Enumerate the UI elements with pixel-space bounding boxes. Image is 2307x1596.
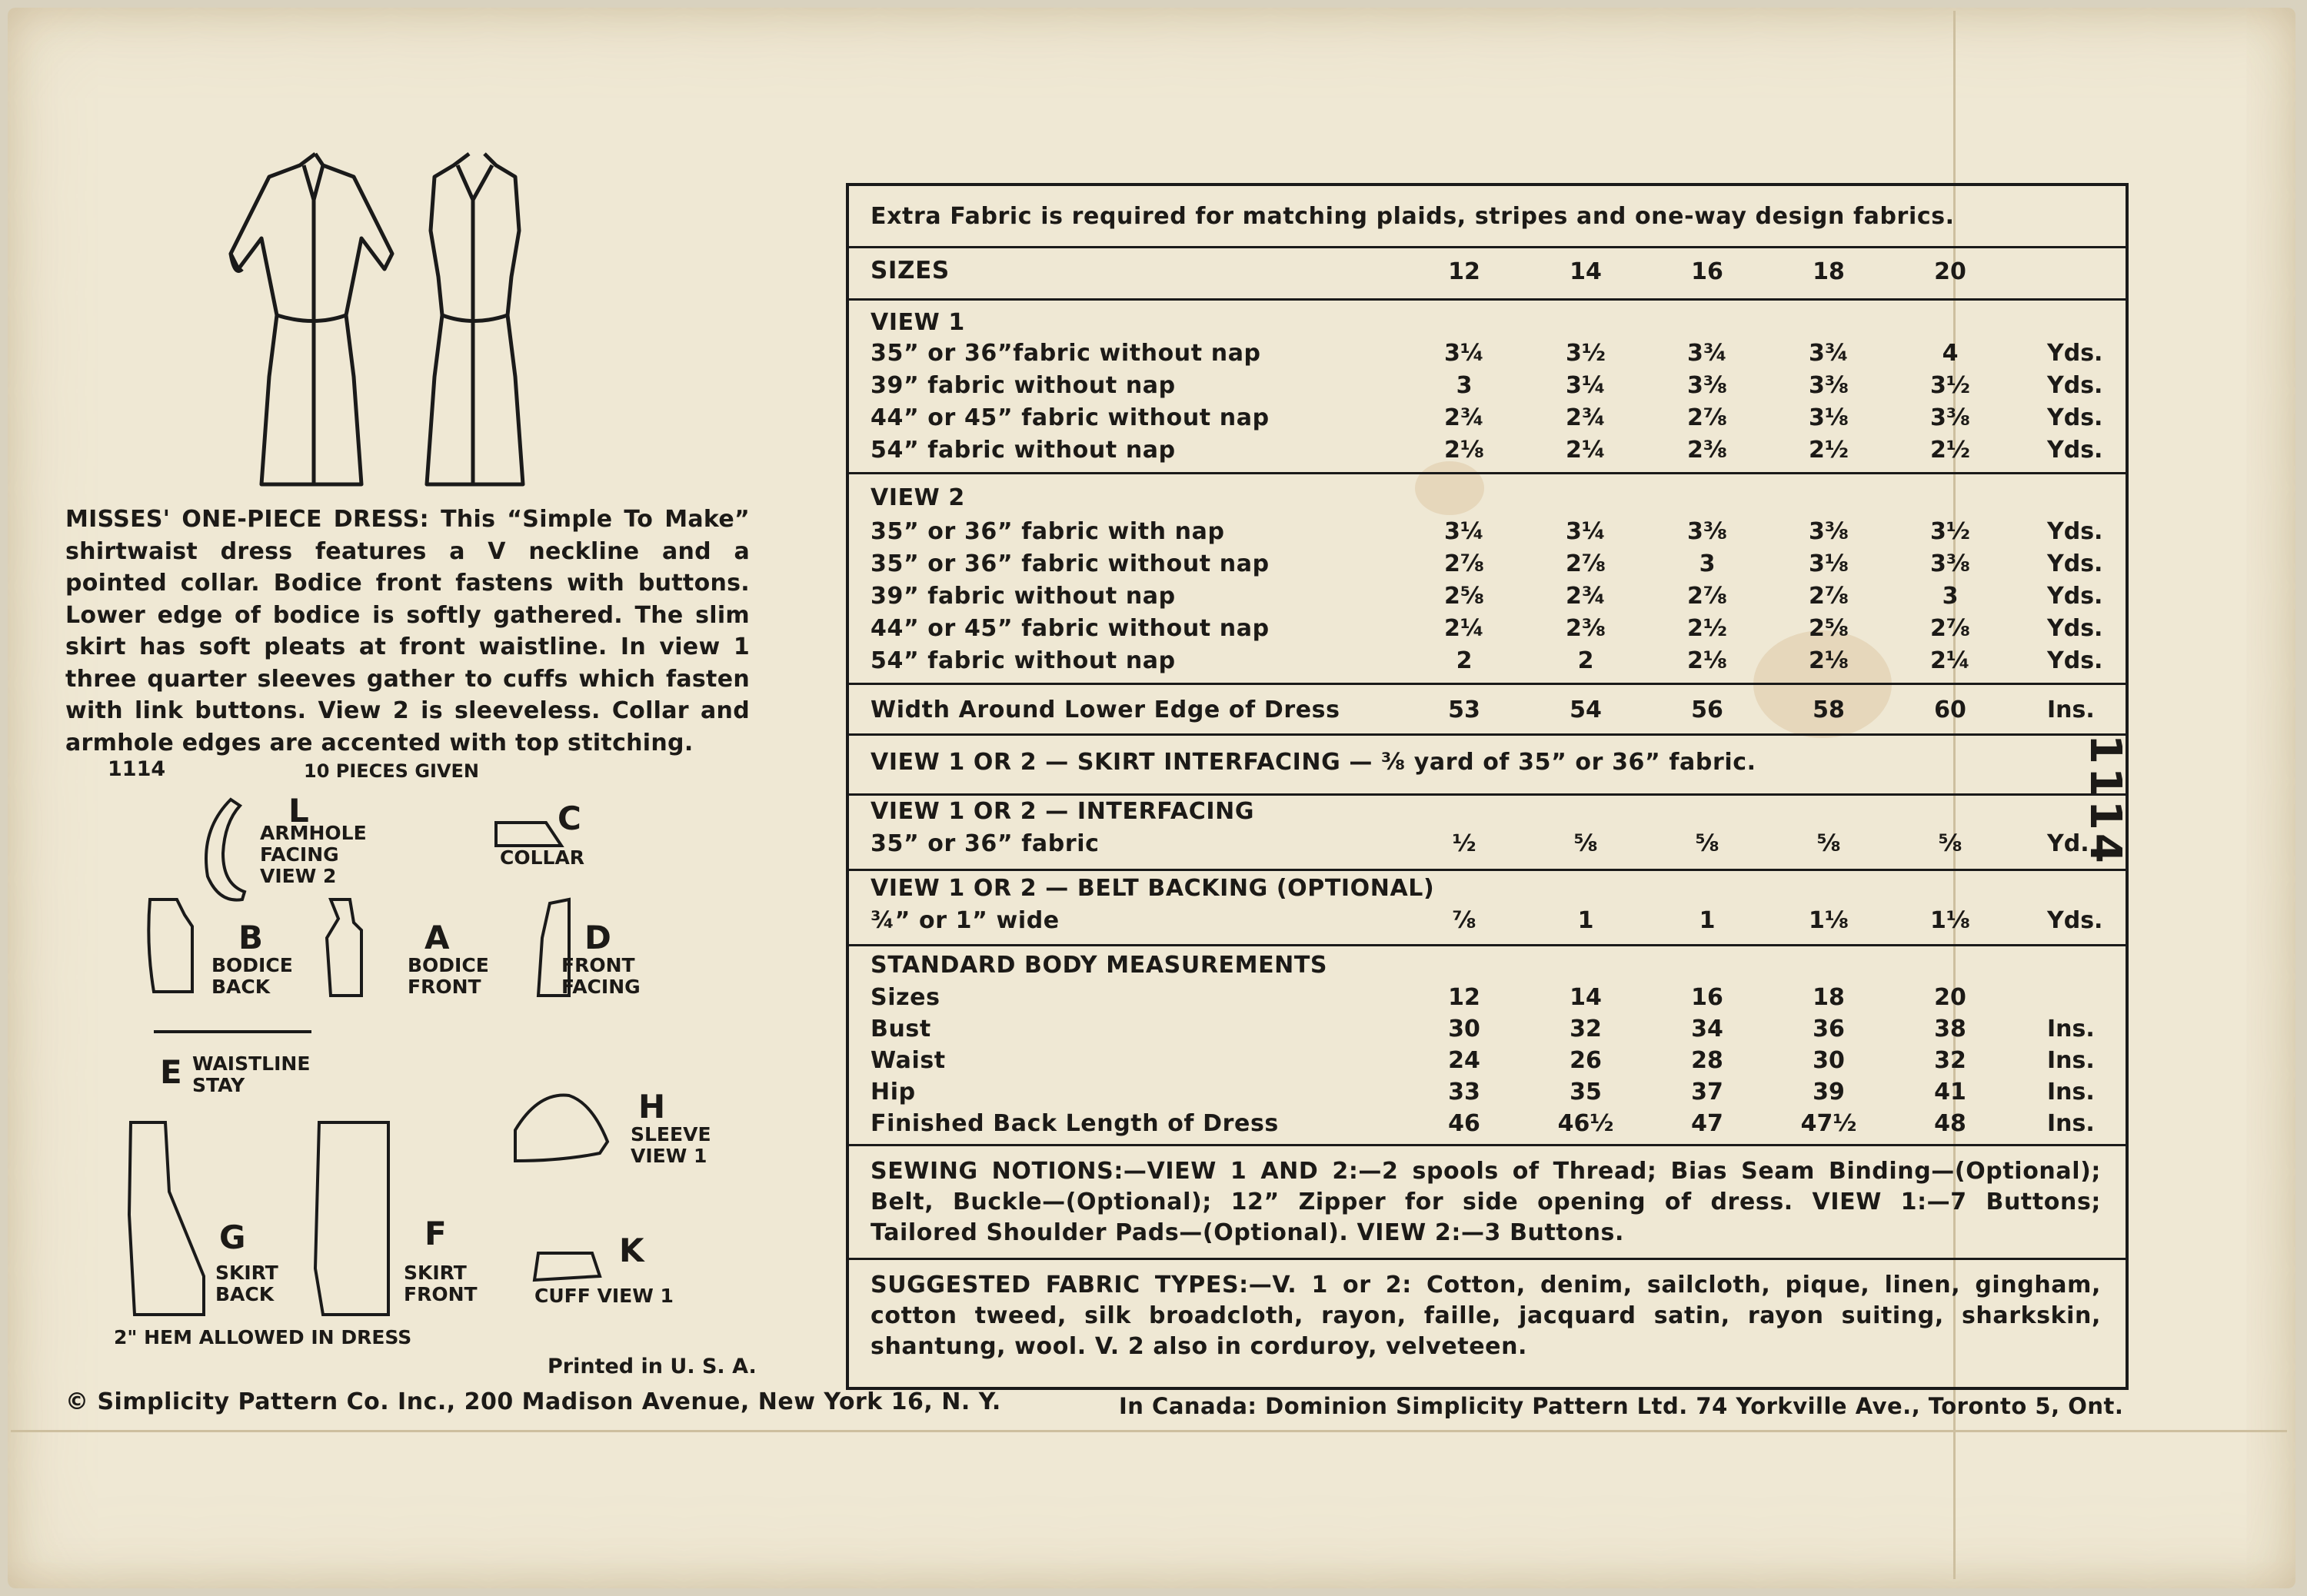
size-value-cell: 3⅜ [1930, 550, 1970, 577]
extra-fabric-note: Extra Fabric is required for matching plaids, stripes and one-way design fabrics. [871, 203, 1955, 230]
unit-label: Yds. [2047, 340, 2103, 367]
unit-label: Ins. [2047, 697, 2095, 723]
size-value-cell: 3½ [1930, 518, 1970, 545]
unit-label: Yds. [2047, 615, 2103, 642]
size-value-cell: 24 [1448, 1047, 1480, 1074]
size-value-cell: 2¾ [1444, 404, 1484, 431]
row-label: ¾” or 1” wide [871, 907, 1060, 934]
size-value-cell: 3¼ [1444, 518, 1484, 545]
unit-label: Ins. [2047, 1079, 2095, 1106]
size-value-cell: 48 [1934, 1110, 1966, 1137]
size-value-cell: 32 [1934, 1047, 1966, 1074]
size-value-cell: 2⅞ [1930, 615, 1970, 642]
row-label: 54” fabric without nap [871, 647, 1176, 674]
chart-rule [849, 1258, 2126, 1260]
piece-f-label: SKIRT FRONT [404, 1262, 478, 1305]
description-lead: MISSES' ONE-PIECE DRESS: [65, 506, 429, 533]
suggested-fabric-types: SUGGESTED FABRIC TYPES:—V. 1 or 2: Cotton, denim, sailcloth, pique, linen, gingham, cotton tweed, silk broadcloth, rayon, faille, jacquard satin, rayon suiting, sharkskin, shantung, wool. V. 2 also in corduroy, velveteen. [871, 1272, 2101, 1360]
envelope-bottom-fold [11, 1430, 2287, 1432]
size-value-cell: 46 [1448, 1110, 1480, 1137]
size-16: 16 [1691, 258, 1723, 285]
size-value-cell: 32 [1570, 1016, 1602, 1042]
description-text: This “Simple To Make” shirtwaist dress features a V neckline and a pointed collar. Bodice front fastens with buttons. Lower edge of bodice is softly gathered. The slim skirt has soft pleats at front waistline. In view 1 three quarter sleeves gather to cuffs which fasten with link buttons. View 2 is sleeveless. Collar and armhole edges are accented with top stitching. [65, 506, 750, 756]
size-value-cell: 47 [1691, 1110, 1723, 1137]
size-value-cell: 56 [1691, 697, 1723, 723]
row-label: 35” or 36” fabric [871, 830, 1100, 857]
unit-label: Ins. [2047, 1016, 2095, 1042]
copyright-line: © Simplicity Pattern Co. Inc., 200 Madison Avenue, New York 16, N. Y. [65, 1388, 1001, 1415]
piece-l-shape [206, 800, 245, 900]
size-value-cell: 2⅝ [1809, 615, 1849, 642]
sizes-label: SIZES [871, 257, 950, 284]
size-value-cell: 2⅛ [1444, 437, 1484, 464]
size-value-cell: 3⅜ [1687, 372, 1727, 399]
chart-rule [849, 1144, 2126, 1146]
row-label: Bust [871, 1016, 931, 1042]
piece-e-label: WAISTLINE STAY [192, 1052, 311, 1096]
size-value-cell: 34 [1691, 1016, 1723, 1042]
size-value-cell: 3 [1699, 550, 1716, 577]
size-value-cell: 3 [1942, 583, 1959, 610]
dress-illustration [208, 146, 577, 500]
size-value-cell: ⅝ [1573, 830, 1598, 857]
size-value-cell: 18 [1813, 984, 1845, 1011]
size-value-cell: 1 [1577, 907, 1594, 934]
size-value-cell: 36 [1813, 1016, 1845, 1042]
unit-label: Yds. [2047, 404, 2103, 431]
size-value-cell: 2⅛ [1687, 647, 1727, 674]
size-value-cell: 3⅛ [1809, 404, 1849, 431]
size-value-cell: 30 [1448, 1016, 1480, 1042]
size-value-cell: 2½ [1930, 437, 1970, 464]
pattern-number: 1114 [108, 757, 166, 781]
pattern-pieces-diagram [108, 792, 738, 1345]
size-value-cell: 54 [1570, 697, 1602, 723]
piece-h-label: SLEEVE VIEW 1 [631, 1123, 711, 1167]
unit-label: Yd. [2047, 830, 2089, 857]
unit-label: Ins. [2047, 1110, 2095, 1137]
view-1-label: VIEW 1 [871, 309, 965, 336]
row-label: 44” or 45” fabric without nap [871, 615, 1270, 642]
size-value-cell: ½ [1452, 830, 1476, 857]
piece-d-letter: D [584, 919, 611, 956]
view-2-label: VIEW 2 [871, 484, 965, 511]
row-label: Finished Back Length of Dress [871, 1110, 1279, 1137]
size-value-cell: 3 [1456, 372, 1473, 399]
size-value-cell: 2⅞ [1444, 550, 1484, 577]
sewing-notions: SEWING NOTIONS:—VIEW 1 AND 2:—2 spools of Thread; Bias Seam Binding—(Optional); Belt, Buckle—(Optional); 12” Zipper for side opening of dress. VIEW 1:—7 Buttons; Tailored Shoulder Pads—(Optional). VIEW 2:—3 Buttons. [871, 1158, 2101, 1246]
size-value-cell: 2⅝ [1444, 583, 1484, 610]
size-12: 12 [1448, 258, 1480, 285]
size-value-cell: 2⅞ [1687, 404, 1727, 431]
size-value-cell: 2¾ [1566, 583, 1606, 610]
size-value-cell: 1⅛ [1809, 907, 1849, 934]
row-label: 39” fabric without nap [871, 372, 1176, 399]
size-20: 20 [1934, 258, 1966, 285]
dress-view-1-figure [231, 154, 392, 484]
size-value-cell: 14 [1570, 984, 1602, 1011]
size-value-cell: 3⅜ [1809, 518, 1849, 545]
size-value-cell: ⅞ [1452, 907, 1476, 934]
yardage-chart [846, 183, 2129, 1390]
size-value-cell: 41 [1934, 1079, 1966, 1106]
side-pattern-number: 1114 [2080, 734, 2130, 866]
chart-rule [849, 298, 2126, 301]
size-value-cell: ⅝ [1695, 830, 1719, 857]
chart-rule [849, 869, 2126, 871]
piece-k-label: CUFF VIEW 1 [534, 1285, 674, 1307]
unit-label: Yds. [2047, 647, 2103, 674]
piece-a-letter: A [424, 919, 450, 956]
piece-c-letter: C [558, 800, 581, 837]
size-value-cell: 35 [1570, 1079, 1602, 1106]
size-value-cell: 2½ [1687, 615, 1727, 642]
unit-label: Yds. [2047, 907, 2103, 934]
row-label: 54” fabric without nap [871, 437, 1176, 464]
size-value-cell: 2¾ [1566, 404, 1606, 431]
size-value-cell: ⅝ [1938, 830, 1962, 857]
interfacing-label: VIEW 1 OR 2 — INTERFACING [871, 798, 1255, 825]
size-14: 14 [1570, 258, 1602, 285]
piece-l-letter: L [288, 792, 309, 830]
row-label: 35” or 36”fabric without nap [871, 340, 1261, 367]
size-value-cell: 46½ [1557, 1110, 1614, 1137]
unit-label: Yds. [2047, 518, 2103, 545]
size-value-cell: 3⅜ [1687, 518, 1727, 545]
pieces-given: 10 PIECES GIVEN [304, 760, 479, 782]
size-value-cell: 2⅞ [1566, 550, 1606, 577]
size-value-cell: 1⅛ [1930, 907, 1970, 934]
hem-note: 2" HEM ALLOWED IN DRESS [114, 1326, 412, 1348]
unit-label: Ins. [2047, 1047, 2095, 1074]
size-value-cell: 58 [1813, 697, 1845, 723]
piece-g-label: SKIRT BACK [215, 1262, 278, 1305]
size-value-cell: 4 [1942, 340, 1959, 367]
size-value-cell: ⅝ [1816, 830, 1841, 857]
chart-rule [849, 472, 2126, 474]
size-value-cell: 3¼ [1566, 518, 1606, 545]
size-value-cell: 60 [1934, 697, 1966, 723]
size-value-cell: 2¼ [1444, 615, 1484, 642]
piece-b-letter: B [238, 919, 264, 956]
canada-address: In Canada: Dominion Simplicity Pattern Ltd. 74 Yorkville Ave., Toronto 5, Ont. [1119, 1393, 2124, 1419]
size-value-cell: 20 [1934, 984, 1966, 1011]
size-value-cell: 16 [1691, 984, 1723, 1011]
size-value-cell: 26 [1570, 1047, 1602, 1074]
piece-l-label: ARMHOLE FACING VIEW 2 [260, 822, 367, 887]
size-value-cell: 37 [1691, 1079, 1723, 1106]
body-measurements-label: STANDARD BODY MEASUREMENTS [871, 952, 1328, 979]
piece-g-letter: G [219, 1219, 246, 1256]
printed-in-usa: Printed in U. S. A. [548, 1355, 757, 1378]
size-value-cell: 3½ [1930, 372, 1970, 399]
size-value-cell: 3⅜ [1930, 404, 1970, 431]
size-value-cell: 2⅛ [1809, 647, 1849, 674]
row-label: Waist [871, 1047, 946, 1074]
size-value-cell: 3⅛ [1809, 550, 1849, 577]
size-value-cell: 3¾ [1809, 340, 1849, 367]
skirt-interfacing-row: VIEW 1 OR 2 — SKIRT INTERFACING — ⅜ yard of 35” or 36” fabric. [871, 749, 1756, 776]
size-value-cell: 30 [1813, 1047, 1845, 1074]
piece-c-shape [496, 823, 561, 846]
size-value-cell: 33 [1448, 1079, 1480, 1106]
pattern-number-line [108, 757, 479, 782]
size-value-cell: 2¼ [1930, 647, 1970, 674]
row-label: Width Around Lower Edge of Dress [871, 697, 1340, 723]
chart-rule [849, 944, 2126, 946]
piece-k-letter: K [619, 1232, 644, 1269]
piece-b-shape [148, 899, 192, 992]
row-label: 39” fabric without nap [871, 583, 1176, 610]
size-value-cell: 3¼ [1444, 340, 1484, 367]
dress-description [65, 504, 750, 759]
unit-label: Yds. [2047, 372, 2103, 399]
chart-rule [849, 246, 2126, 248]
piece-a-shape [327, 899, 361, 996]
size-value-cell: 28 [1691, 1047, 1723, 1074]
piece-f-shape [315, 1122, 388, 1315]
size-value-cell: 2⅜ [1687, 437, 1727, 464]
piece-c-label: COLLAR [500, 846, 585, 869]
size-value-cell: 2½ [1809, 437, 1849, 464]
piece-f-letter: F [424, 1215, 447, 1252]
size-18: 18 [1813, 258, 1845, 285]
unit-label: Yds. [2047, 583, 2103, 610]
size-value-cell: 3½ [1566, 340, 1606, 367]
unit-label: Yds. [2047, 437, 2103, 464]
size-value-cell: 2 [1456, 647, 1473, 674]
piece-g-shape [129, 1122, 204, 1315]
piece-k-shape [534, 1253, 600, 1280]
unit-label: Yds. [2047, 550, 2103, 577]
piece-b-label: BODICE BACK [211, 954, 293, 998]
row-label: 44” or 45” fabric without nap [871, 404, 1270, 431]
chart-rule [849, 733, 2126, 736]
row-label: Sizes [871, 984, 940, 1011]
piece-a-label: BODICE FRONT [408, 954, 489, 998]
row-label: 35” or 36” fabric without nap [871, 550, 1270, 577]
piece-e-letter: E [160, 1053, 182, 1091]
size-value-cell: 2¼ [1566, 437, 1606, 464]
dress-view-2-figure [427, 154, 523, 484]
piece-h-letter: H [638, 1088, 666, 1126]
row-label: Hip [871, 1079, 916, 1106]
size-value-cell: 53 [1448, 697, 1480, 723]
chart-rule [849, 683, 2126, 685]
size-value-cell: 2 [1577, 647, 1594, 674]
size-value-cell: 38 [1934, 1016, 1966, 1042]
size-value-cell: 1 [1699, 907, 1716, 934]
size-value-cell: 3¾ [1687, 340, 1727, 367]
size-value-cell: 2⅜ [1566, 615, 1606, 642]
belt-backing-label: VIEW 1 OR 2 — BELT BACKING (OPTIONAL) [871, 875, 1435, 902]
size-value-cell: 3⅜ [1809, 372, 1849, 399]
size-value-cell: 47½ [1800, 1110, 1857, 1137]
chart-rule [849, 793, 2126, 796]
size-value-cell: 2⅞ [1687, 583, 1727, 610]
piece-h-shape [515, 1096, 608, 1161]
size-value-cell: 39 [1813, 1079, 1845, 1106]
row-label: 35” or 36” fabric with nap [871, 518, 1225, 545]
size-value-cell: 12 [1448, 984, 1480, 1011]
piece-d-label: FRONT FACING [561, 954, 641, 998]
size-value-cell: 2⅞ [1809, 583, 1849, 610]
size-value-cell: 3¼ [1566, 372, 1606, 399]
